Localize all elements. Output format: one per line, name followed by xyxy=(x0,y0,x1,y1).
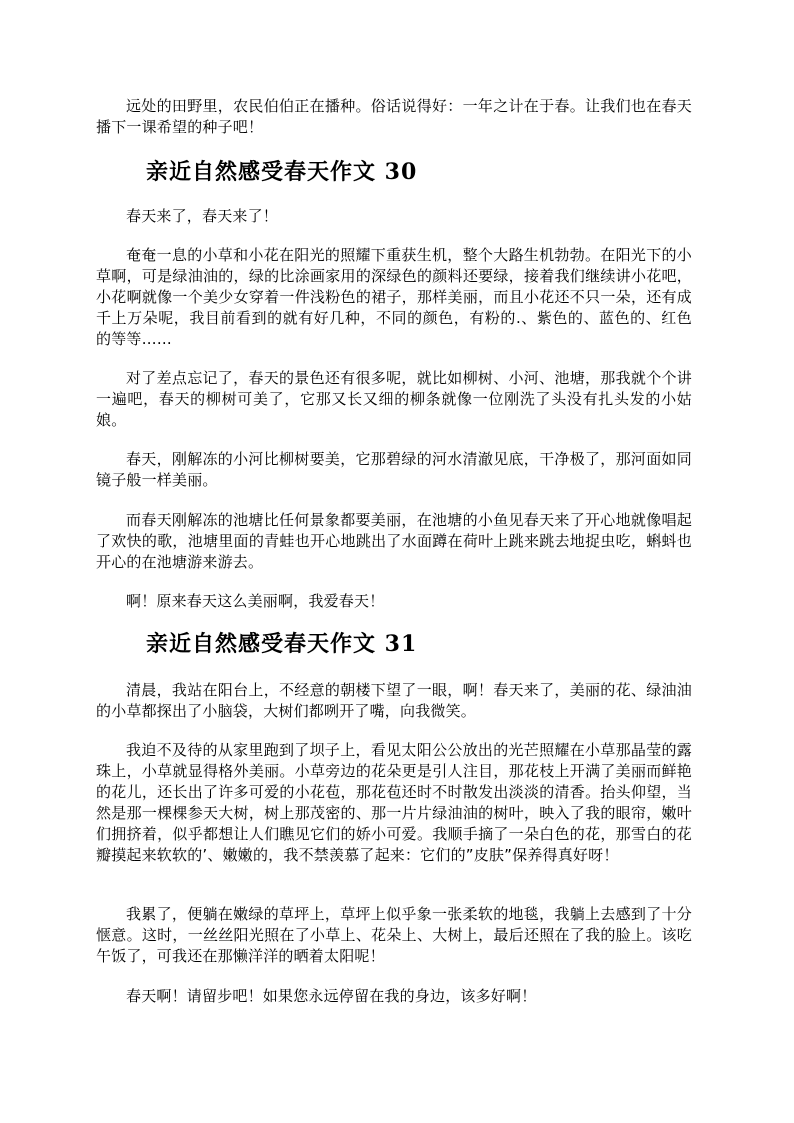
paragraph-intro: 远处的田野里，农民伯伯正在播种。俗话说得好：一年之计在于春。让我们也在春天播下一课希望的种子吧！ xyxy=(96,97,692,136)
section-31-paragraph-3: 我累了，便躺在嫩绿的草坪上，草坪上似乎象一张柔软的地毯，我躺上去感到了十分惬意。这时，一丝丝阳光照在了小草上、花朵上、大树上，最后还照在了我的脸上。该吃午饭了，可我还在那懒洋洋的晒着太阳呢！ xyxy=(96,905,692,965)
section-30-title: 亲近自然感受春天作文 30 xyxy=(146,159,418,185)
section-31-title: 亲近自然感受春天作文 31 xyxy=(146,631,418,657)
section-30-paragraph-4: 春天，刚解冻的小河比柳树要美，它那碧绿的河水清澈见底，干净极了，那河面如同镜子般一样美丽。 xyxy=(96,450,692,489)
section-30-paragraph-1: 春天来了，春天来了！ xyxy=(126,207,279,225)
section-31-paragraph-4: 春天啊！请留步吧！如果您永远停留在我的身边，该多好啊！ xyxy=(126,987,537,1005)
section-30-paragraph-5: 而春天刚解冻的池塘比任何景象都要美丽，在池塘的小鱼见春天来了开心地就像唱起了欢快的歌，池塘里面的青蛙也开心地跳出了水面蹲在荷叶上跳来跳去地捉虫吃，蝌蚪也开心的在池塘游来游去。 xyxy=(96,511,692,571)
section-30-paragraph-2: 奄奄一息的小草和小花在阳光的照耀下重获生机，整个大路生机勃勃。在阳光下的小草啊，可是绿油油的，绿的比涂画家用的深绿色的颜料还要绿，接着我们继续讲小花吧，小花啊就像一个美少女穿着一件浅粉色的裙子，那样美丽，而且小花还不只一朵，还有成千上万朵呢，我目前看到的就有好几种，不同的颜色，有粉的.、紫色的、蓝色的、红色的等等…… xyxy=(96,246,692,348)
section-31-paragraph-1: 清晨，我站在阳台上，不经意的朝楼下望了一眼，啊！春天来了，美丽的花、绿油油的小草都探出了小脑袋，大树们都咧开了嘴，向我微笑。 xyxy=(96,681,692,720)
section-31-paragraph-2: 我迫不及待的从家里跑到了坝子上，看见太阳公公放出的光芒照耀在小草那晶莹的露珠上，小草就显得格外美丽。小草旁边的花朵更是引人注目，那花枝上开满了美丽而鲜艳的花儿，还长出了许多可爱的小花苞，那花苞还时不时散发出淡淡的清香。抬头仰望，当然是那一棵棵参天大树，树上那茂密的、那一片片绿油油的树叶，映入了我的眼帘，嫩叶们拥挤着，似乎都想让人们瞧见它们的娇小可爱。我顺手摘了一朵白色的花，那雪白的花瓣摸起来软软的’、嫩嫩的，我不禁羡慕了起来：它们的”皮肤”保养得真好呀！ xyxy=(96,741,692,864)
section-30-paragraph-6: 啊！原来春天这么美丽啊，我爱春天！ xyxy=(126,592,385,610)
section-30-paragraph-3: 对了差点忘记了，春天的景色还有很多呢，就比如柳树、小河、池塘，那我就个个讲一遍吧，春天的柳树可美了，它那又长又细的柳条就像一位刚洗了头没有扎头发的小姑娘。 xyxy=(96,369,692,429)
